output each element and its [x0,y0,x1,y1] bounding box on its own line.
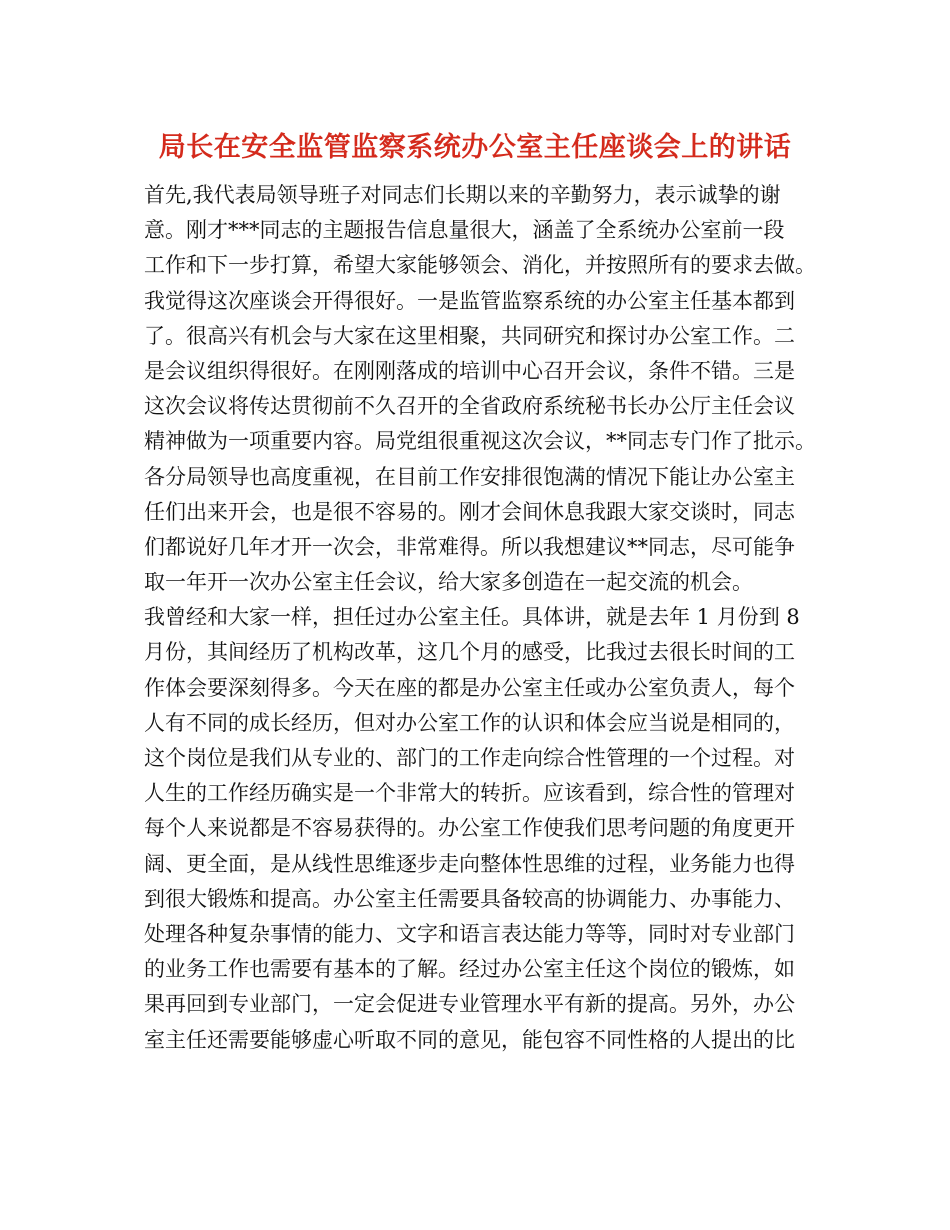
body-line-22: 处理各种复杂事情的能力、文字和语言表达能力等等，同时对专业部门 [144,921,795,946]
body-line-23: 的业务工作也需要有基本的了解。经过办公室主任这个岗位的锻炼，如 [144,957,795,982]
body-line-4: 我觉得这次座谈会开得很好。一是监管监察系统的办公室主任基本都到 [144,288,795,313]
body-line-1: 首先,我代表局领导班子对同志们长期以来的辛勤努力，表示诚挚的谢 [144,183,781,207]
body-line-6: 是会议组织得很好。在刚刚落成的培训中心召开会议，条件不错。三是 [144,358,795,383]
body-line-21: 到很大锻炼和提高。办公室主任需要具备较高的协调能力、办事能力、 [144,886,795,911]
body-line-10: 任们出来开会，也是很不容易的。刚才会间休息我跟大家交谈时，同志 [144,499,795,524]
body-line-9: 各分局领导也高度重视，在目前工作安排很饱满的情况下能让办公室主 [144,464,795,489]
body-line-16: 人有不同的成长经历，但对办公室工作的认识和体会应当说是相同的， [144,710,795,735]
body-line-24: 果再回到专业部门，一定会促进专业管理水平有新的提高。另外，办公 [144,992,795,1017]
body-line-5: 了。很高兴有机会与大家在这里相聚，共同研究和探讨办公室工作。二 [144,323,795,348]
body-line-15: 作体会要深刻得多。今天在座的都是办公室主任或办公室负责人，每个 [144,675,795,700]
body-line-11: 们都说好几年才开一次会，非常难得。所以我想建议**同志，尽可能争 [144,534,795,559]
body-line-12: 取一年开一次办公室主任会议，给大家多创造在一起交流的机会。 [144,570,753,595]
document-title: 局长在安全监管监察系统办公室主任座谈会上的讲话 [158,132,792,163]
body-line-14: 月份，其间经历了机构改革，这几个月的感受，比我过去很长时间的工 [144,640,795,665]
body-line-13: 我曾经和大家一样，担任过办公室主任。具体讲，就是去年 1 月份到 8 [144,605,800,630]
body-line-8: 精神做为一项重要内容。局党组很重视这次会议，**同志专门作了批示。 [144,429,816,454]
body-line-25: 室主任还需要能够虚心听取不同的意见，能包容不同性格的人提出的比 [144,1027,795,1052]
body-line-20: 阔、更全面，是从线性思维逐步走向整体性思维的过程，业务能力也得 [144,851,795,876]
body-line-3: 工作和下一步打算，希望大家能够领会、消化，并按照所有的要求去做。 [144,253,816,278]
body-line-17: 这个岗位是我们从专业的、部门的工作走向综合性管理的一个过程。对 [144,746,795,770]
body-line-2: 意。刚才***同志的主题报告信息量很大，涵盖了全系统办公室前一段 [144,218,785,243]
document-body [144,178,824,1058]
body-line-18: 人生的工作经历确实是一个非常大的转折。应该看到，综合性的管理对 [144,781,795,806]
body-line-19: 每个人来说都是不容易获得的。办公室工作使我们思考问题的角度更开 [144,816,795,841]
body-line-7: 这次会议将传达贯彻前不久召开的全省政府系统秘书长办公厅主任会议 [144,394,795,419]
